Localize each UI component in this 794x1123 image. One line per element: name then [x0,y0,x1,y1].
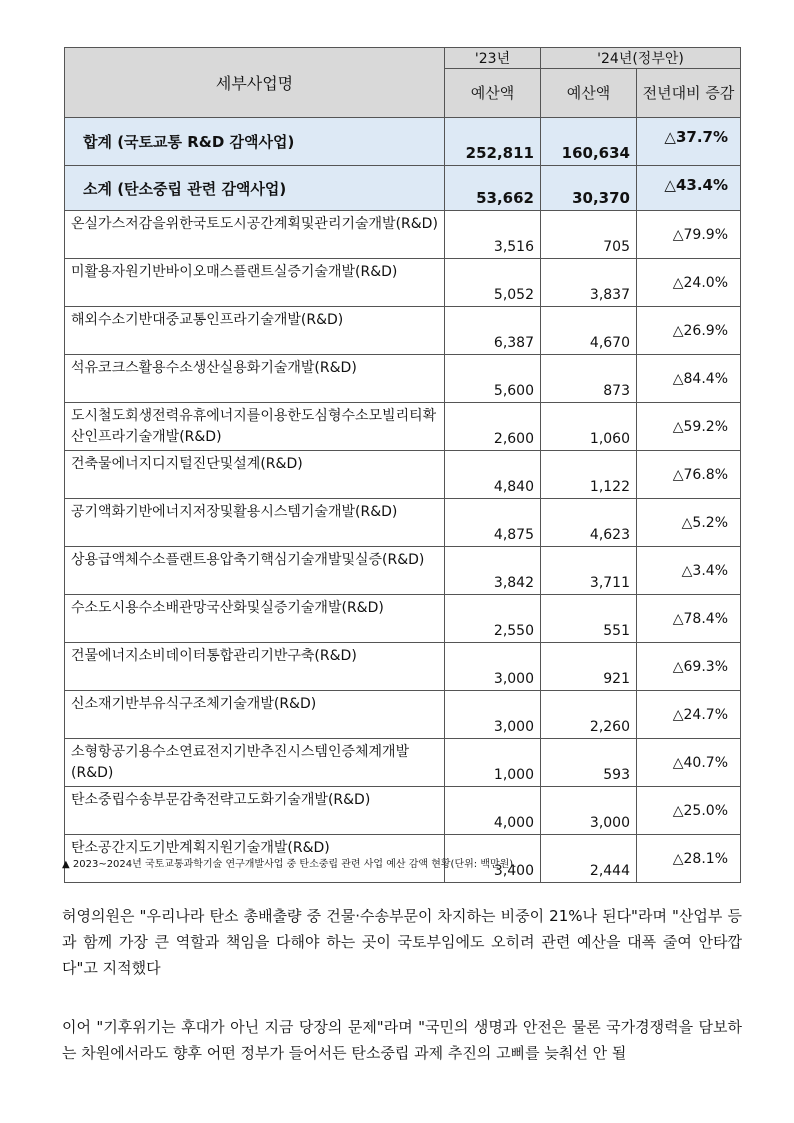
project-name-cell: 온실가스저감을위한국토도시공간계획및관리기술개발(R&D) [65,211,445,259]
budget-2023-cell: 6,387 [445,307,541,355]
article-paragraph-1: 허영의원은 "우리나라 탄소 총배출량 중 건물·수송부문이 차지하는 비중이 21%나 된다"라며 "산업부 등과 함께 가장 큰 역할과 책임을 다해야 하는 곳이 국토부임에도 오히려 관련 예산을 대폭 줄여 안타깝다"고 지적했다 [62,907,742,977]
header-change: 전년대비 증감 [637,69,741,118]
budget-2024-cell: 551 [541,595,637,643]
header-year-2023: '23년 [445,48,541,69]
project-name-cell: 공기액화기반에너지저장및활용시스템기술개발(R&D) [65,499,445,547]
project-name-cell: 수소도시용수소배관망국산화및실증기술개발(R&D) [65,595,445,643]
change-cell: △3.4% [637,547,741,595]
budget-2024-cell: 4,670 [541,307,637,355]
table-row [65,691,741,739]
budget-2024-cell: 2,260 [541,691,637,739]
table-row [65,787,741,835]
budget-2023-cell: 4,875 [445,499,541,547]
header-project-name: 세부사업명 [65,48,445,118]
change-cell: △76.8% [637,451,741,499]
budget-2024-cell: 3,711 [541,547,637,595]
budget-2023-cell: 3,400 [445,835,541,883]
total-name: 합계 (국토교통 R&D 감액사업) [65,118,445,166]
project-name-cell: 석유코크스활용수소생산실용화기술개발(R&D) [65,355,445,403]
subtotal-budget-2024: 30,370 [541,166,637,211]
budget-2024-cell: 873 [541,355,637,403]
subtotal-row [65,166,741,211]
project-name-cell: 도시철도회생전력유휴에너지를이용한도심형수소모빌리티확산인프라기술개발(R&D) [65,403,445,451]
change-cell: △25.0% [637,787,741,835]
budget-2023-cell: 3,516 [445,211,541,259]
project-name-cell: 탄소중립수송부문감축전략고도화기술개발(R&D) [65,787,445,835]
table-row [65,307,741,355]
budget-2024-cell: 705 [541,211,637,259]
project-name-cell: 신소재기반부유식구조체기술개발(R&D) [65,691,445,739]
budget-2024-cell: 2,444 [541,835,637,883]
table-row [65,403,741,451]
budget-2024-cell: 593 [541,739,637,787]
table-row [65,259,741,307]
budget-2023-cell: 3,000 [445,691,541,739]
budget-2023-cell: 2,550 [445,595,541,643]
table-row [65,739,741,787]
total-row [65,118,741,166]
budget-2023-cell: 2,600 [445,403,541,451]
budget-2024-cell: 3,837 [541,259,637,307]
change-cell: △5.2% [637,499,741,547]
budget-2024-cell: 1,060 [541,403,637,451]
change-cell: △79.9% [637,211,741,259]
header-budget-2023: 예산액 [445,69,541,118]
table-caption: ▲ 2023~2024년 국토교통과학기술 연구개발사업 중 탄소중립 관련 사업 예산 감액 현황(단위: 백만원). [62,859,517,870]
change-cell: △59.2% [637,403,741,451]
change-cell: △26.9% [637,307,741,355]
change-cell: △24.7% [637,691,741,739]
table-row [65,211,741,259]
project-name-cell: 건물에너지소비데이터통합관리기반구축(R&D) [65,643,445,691]
table-row [65,451,741,499]
total-budget-2024: 160,634 [541,118,637,166]
header-year-2024: '24년(정부안) [541,48,741,69]
project-name-cell: 건축물에너지디지털진단및설계(R&D) [65,451,445,499]
budget-2023-cell: 1,000 [445,739,541,787]
change-cell: △40.7% [637,739,741,787]
project-name-cell: 탄소공간지도기반계획지원기술개발(R&D) [65,835,445,883]
budget-2024-cell: 4,623 [541,499,637,547]
header-budget-2024: 예산액 [541,69,637,118]
project-name-cell: 해외수소기반대중교통인프라기술개발(R&D) [65,307,445,355]
subtotal-budget-2023: 53,662 [445,166,541,211]
project-name-cell: 미활용자원기반바이오매스플랜트실증기술개발(R&D) [65,259,445,307]
budget-table [64,47,741,883]
change-cell: △78.4% [637,595,741,643]
budget-2023-cell: 3,842 [445,547,541,595]
change-cell: △28.1% [637,835,741,883]
budget-2023-cell: 5,600 [445,355,541,403]
total-change: △37.7% [637,118,741,166]
table-row [65,547,741,595]
subtotal-name: 소계 (탄소중립 관련 감액사업) [65,166,445,211]
budget-2023-cell: 4,000 [445,787,541,835]
total-budget-2023: 252,811 [445,118,541,166]
table-row [65,499,741,547]
project-name-cell: 상용급액체수소플랜트용압축기핵심기술개발및실증(R&D) [65,547,445,595]
budget-2023-cell: 5,052 [445,259,541,307]
budget-2024-cell: 3,000 [541,787,637,835]
budget-2023-cell: 3,000 [445,643,541,691]
budget-2023-cell: 4,840 [445,451,541,499]
article-paragraph-2: 이어 "기후위기는 후대가 아닌 지금 당장의 문제"라며 "국민의 생명과 안전은 물론 국가경쟁력을 담보하는 차원에서라도 향후 어떤 정부가 들어서든 탄소중립 과제 추진의 고삐를 늦춰선 안 될 [62,1018,742,1062]
table-row [65,643,741,691]
budget-2024-cell: 921 [541,643,637,691]
table-row [65,355,741,403]
change-cell: △69.3% [637,643,741,691]
change-cell: △84.4% [637,355,741,403]
subtotal-change: △43.4% [637,166,741,211]
change-cell: △24.0% [637,259,741,307]
project-name-cell: 소형항공기용수소연료전지기반추진시스템인증체계개발(R&D) [65,739,445,787]
budget-2024-cell: 1,122 [541,451,637,499]
table-row [65,595,741,643]
